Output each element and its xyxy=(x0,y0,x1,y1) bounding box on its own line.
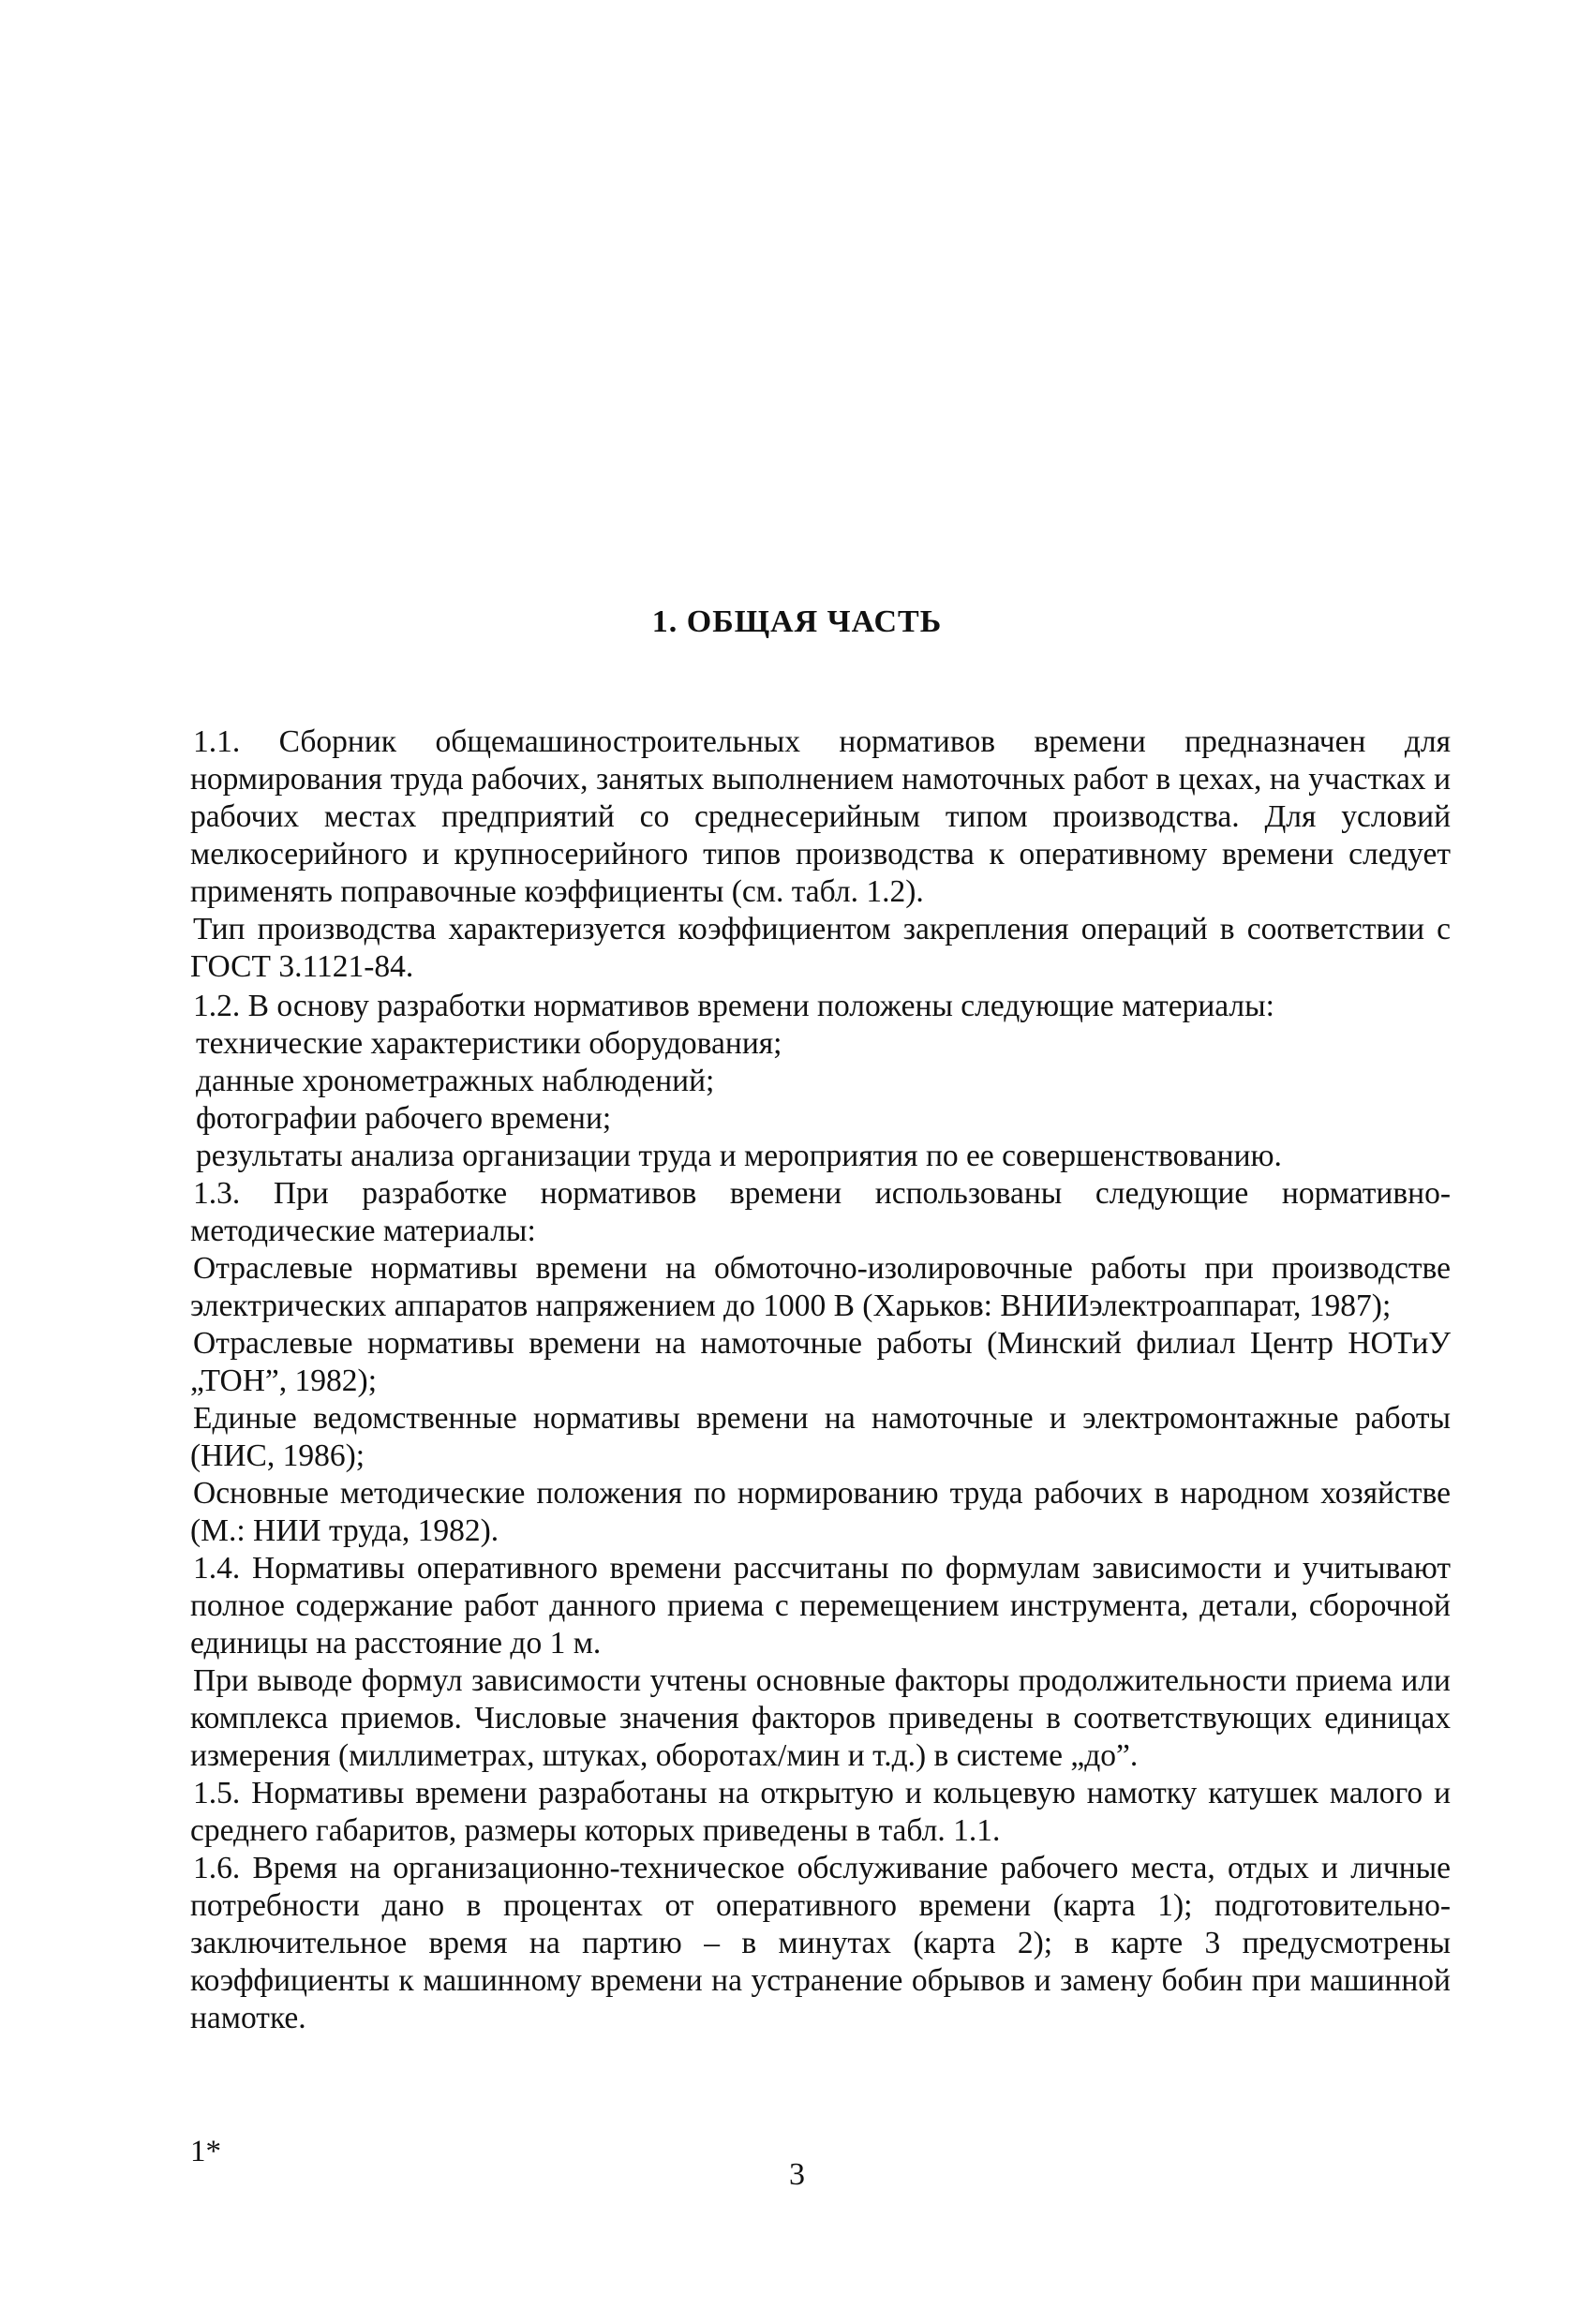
paragraph-1-6: 1.6. Время на организационно-техническое обслуживание рабочего места, отдых и личные потребности дано в процентах от оперативного времени (карта 1); подготовительно-заключительное время на партию – в минутах (карта 2); в карте 3 предусмотрены коэффициенты к машинному времени на устранение обрывов и замену бобин при машинной намотке. xyxy=(190,1851,1451,2035)
page-number: 3 xyxy=(789,2157,805,2192)
list-item: фотографии рабочего времени; xyxy=(196,1101,612,1136)
paragraph-1-3: 1.3. При разработке нормативов времени использованы следующие нормативно-методические материалы: xyxy=(190,1176,1451,1248)
paragraph-production-type: Тип производства характеризуется коэффициентом закрепления операций в соответствии с ГОСТ 3.1121-84. xyxy=(190,912,1451,984)
section-heading: 1. ОБЩАЯ ЧАСТЬ xyxy=(651,604,943,639)
list-item: результаты анализа организации труда и мероприятия по ее совершенствованию. xyxy=(196,1139,1282,1173)
list-item: технические характеристики оборудования; xyxy=(196,1026,782,1061)
paragraph-1-1: 1.1. Сборник общемашиностроительных нормативов времени предназначен для нормирования труда рабочих, занятых выполнением намоточных работ в цехах, на участках и рабочих местах предприятий со среднесерийным типом производства. Для условий мелкосерийного и крупносерийного типов производства к оперативному времени следует применять поправочные коэффициенты (см. табл. 1.2). xyxy=(190,724,1451,909)
source-item: Отраслевые нормативы времени на намоточные работы (Минский филиал Центр НОТиУ „ТОН”, 1982); xyxy=(190,1326,1451,1398)
paragraph-1-5: 1.5. Нормативы времени разработаны на открытую и кольцевую намотку катушек малого и среднего габаритов, размеры которых приведены в табл. 1.1. xyxy=(190,1776,1451,1848)
body-text xyxy=(190,723,1451,2037)
paragraph-1-4: 1.4. Нормативы оперативного времени рассчитаны по формулам зависимости и учитывают полное содержание работ данного приема с перемещением инструмента, детали, сборочной единицы на расстояние до 1 м. xyxy=(190,1551,1451,1661)
paragraph-1-2: 1.2. В основу разработки нормативов времени положены следующие материалы: xyxy=(193,989,1274,1023)
paragraph-formulas: При выводе формул зависимости учтены основные факторы продолжительности приема или комплекса приемов. Числовые значения факторов приведены в соответствующих единицах измерения (миллиметрах, штуках, оборотах/мин и т.д.) в системе „до”. xyxy=(190,1663,1451,1773)
sheet-mark: 1* xyxy=(190,2135,221,2168)
source-item: Основные методические положения по нормированию труда рабочих в народном хозяйстве (М.: НИИ труда, 1982). xyxy=(190,1476,1451,1548)
source-item: Отраслевые нормативы времени на обмоточно-изолировочные работы при производстве электрических аппаратов напряжением до 1000 В (Харьков: ВНИИэлектроаппарат, 1987); xyxy=(190,1251,1451,1323)
source-item: Единые ведомственные нормативы времени на намоточные и электромонтажные работы (НИС, 1986); xyxy=(190,1401,1451,1473)
list-item: данные хронометражных наблюдений; xyxy=(196,1064,715,1098)
